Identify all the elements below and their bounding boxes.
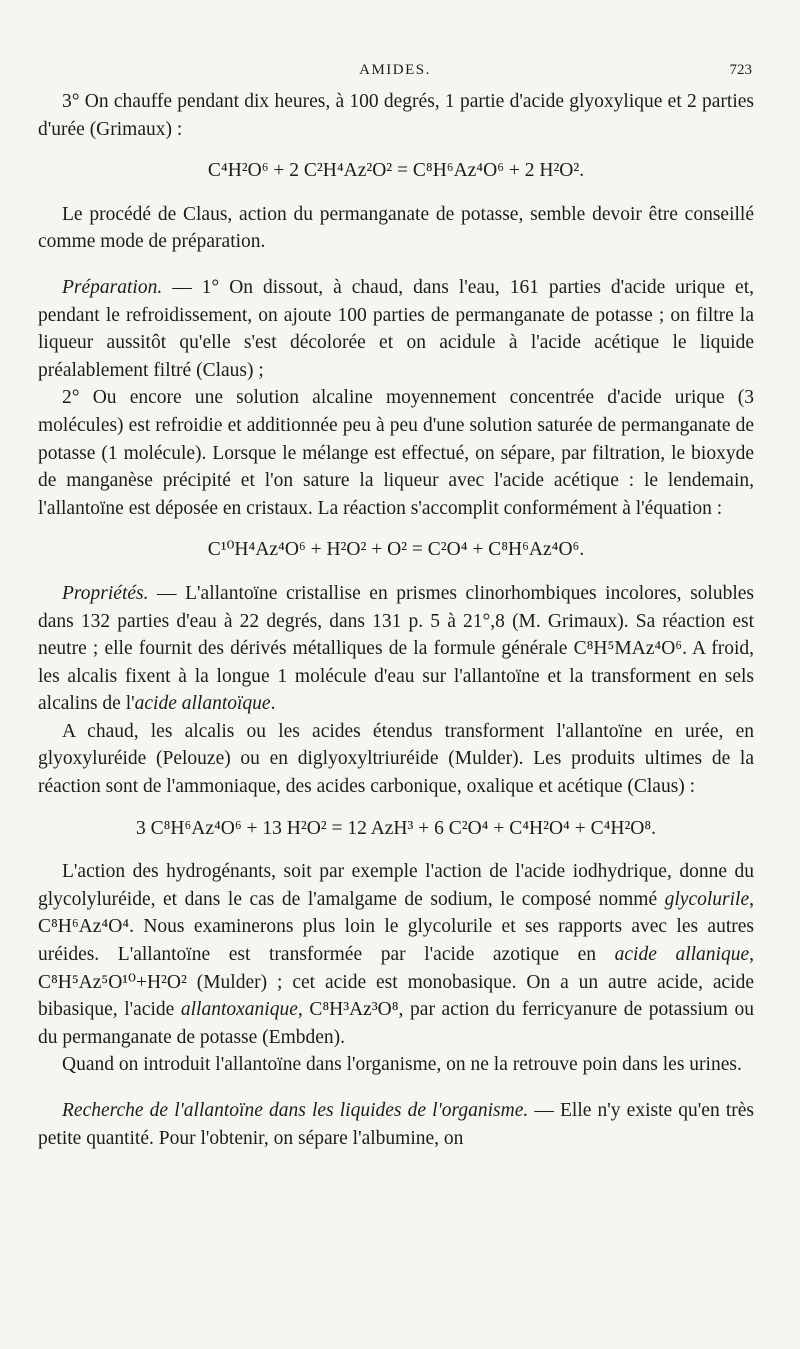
recherche-text: — Elle n'y existe qu'en très petite quantité. Pour l'obtenir, on sépare l'albumine, on (38, 1100, 754, 1149)
proprietes-heading: Propriétés. (62, 582, 149, 604)
paragraph-proprietes (38, 580, 754, 718)
page-body (38, 88, 754, 1152)
recherche-heading: Recherche de l'allantoïne dans les liquides de l'organisme. (62, 1100, 529, 1121)
paragraph-claus: Le procédé de Claus, action du permanganate de potasse, semble devoir être conseillé comme mode de préparation. (38, 203, 754, 253)
acide-allantoique-term: acide allantoïque (134, 693, 271, 715)
paragraph-preparation (38, 274, 754, 384)
paragraph-hydrogenants (38, 858, 754, 1051)
acide-allanique-term: acide allanique (614, 944, 750, 966)
paragraph-chaud: A chaud, les alcalis ou les acides étendus transforment l'allantoïne en urée, en glyoxyluréide (Pelouze) ou en diglyoxyltriuréide (Mulder). Les produits ultimes de la réaction sont de l'ammoniaque, des acides carbonique, oxalique et acétique (Claus) : (38, 720, 754, 798)
hydrogenants-text-d: , C⁸H³Az³O⁸, par action du ferricyanure de potassium ou du permanganate de potasse (Embden). (38, 999, 754, 1048)
page-header (38, 58, 752, 82)
proprietes-text-2: . (270, 693, 276, 715)
running-head: AMIDES. (359, 62, 431, 78)
preparation-heading: Préparation. (62, 276, 163, 298)
equation-1: C⁴H²O⁶ + 2 C²H⁴Az²O² = C⁸H⁶Az⁴O⁶ + 2 H²O². (207, 160, 585, 182)
equation-3: 3 C⁸H⁶Az⁴O⁶ + 13 H²O² = 12 AzH³ + 6 C²O⁴ + C⁴H²O⁴ + C⁴H²O⁸. (135, 817, 657, 839)
paragraph-preparation-2: 2° Ou encore une solution alcaline moyennement concentrée d'acide urique (3 molécules) est refroidie et additionnée peu à peu d'une solution saturée de permanganate de potasse (1 molécule). Lorsque le mélange est effectué, on sépare, par filtration, le bioxyde de manganèse précipité et l'on sature la liqueur avec l'acide acétique : le lendemain, l'allantoïne est déposée en cristaux. La réaction s'accomplit conformément à l'équation : (38, 387, 754, 519)
paragraph-organisme: Quand on introduit l'allantoïne dans l'organisme, on ne la retrouve poin dans les urines. (62, 1054, 742, 1076)
preparation-text: — 1° On dissout, à chaud, dans l'eau, 161 parties d'acide urique et, pendant le refroidissement, on ajoute 100 parties de permanganate de potasse ; on filtre la liqueur aussitôt qu'elle s'est décolorée et on acidule à l'acide acétique le liquide préalablement filtré (Claus) ; (38, 276, 754, 381)
glycolurile-term: glycolurile (664, 888, 750, 910)
hydrogenants-text-c: , C⁸H⁵Az⁵O¹⁰+H²O² (Mulder) ; cet acide est monobasique. On a un autre acide, acide bibasique, l'acide (38, 944, 755, 1021)
paragraph-recherche (38, 1097, 754, 1152)
hydrogenants-text-a: L'action des hydrogénants, soit par exemple l'action de l'acide iodhydrique, donne du glycolyluréide, et dans le cas de l'amalgame de sodium, le composé nommé (38, 861, 754, 910)
equation-2: C¹⁰H⁴Az⁴O⁶ + H²O² + O² = C²O⁴ + C⁸H⁶Az⁴O⁶. (207, 539, 585, 561)
hydrogenants-text-b: , C⁸H⁶Az⁴O⁴. Nous examinerons plus loin le glycolurile et ses rapports avec les autres uréides. L'allantoïne est transformée par l'acide azotique en (38, 888, 754, 966)
proprietes-text-1: — L'allantoïne cristallise en prismes clinorhombiques incolores, solubles dans 132 parties d'eau à 22 degrés, dans 131 p. 5 à 21°,8 (M. Grimaux). Sa réaction est neutre ; elle fournit des dérivés métalliques de la formule générale C⁸H⁵MAz⁴O⁶. A froid, les alcalis fixent à la longue 1 molécule d'eau sur l'allantoïne et la transforment en sels alcalins de l' (38, 582, 754, 715)
allantoxanique-term: allantoxanique (180, 999, 298, 1021)
paragraph-method-3: 3° On chauffe pendant dix heures, à 100 degrés, 1 partie d'acide glyoxylique et 2 parties d'urée (Grimaux) : (38, 91, 754, 140)
page-number: 723 (729, 62, 752, 78)
